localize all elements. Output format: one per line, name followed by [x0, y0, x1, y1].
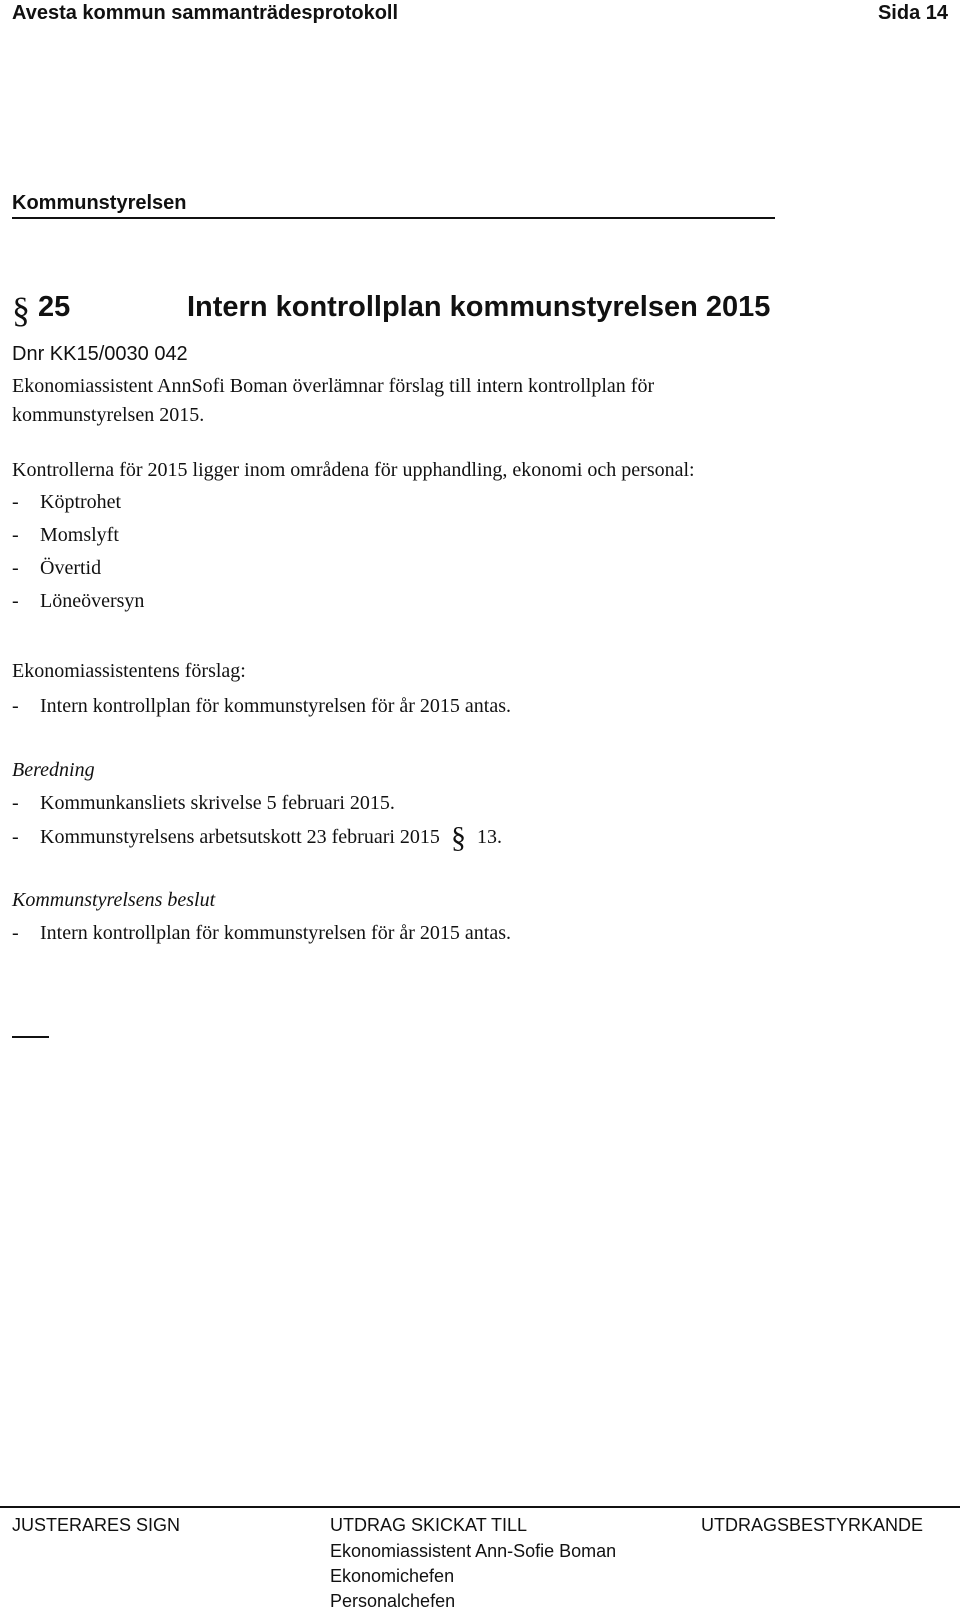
preparation-item	[12, 821, 502, 854]
areas-intro: Kontrollerna för 2015 ligger inom områdena för upphandling, ekonomi och personal:	[12, 459, 695, 481]
list-item-text: Köptrohet	[40, 491, 122, 513]
list-dash: -	[12, 695, 19, 717]
intro-line-2: kommunstyrelsen 2015.	[12, 404, 205, 426]
document-header-title: Avesta kommun sammanträdesprotokoll	[12, 2, 399, 24]
list-dash: -	[12, 524, 19, 546]
list-item	[12, 523, 119, 547]
list-dash: -	[12, 826, 19, 848]
list-dash: -	[12, 491, 19, 513]
decision-item	[12, 921, 511, 945]
section-sign-icon: §	[12, 290, 30, 330]
list-item-text: Momslyft	[40, 524, 119, 546]
proposal-heading: Ekonomiassistentens förslag:	[12, 660, 246, 682]
list-item	[12, 589, 144, 613]
decision-heading: Kommunstyrelsens beslut	[12, 889, 216, 911]
section-sign-icon: §	[450, 821, 466, 854]
diary-number: Dnr KK15/0030 042	[12, 343, 188, 365]
intro-line-1: Ekonomiassistent AnnSofi Boman överlämnar förslag till intern kontrollplan för	[12, 375, 655, 397]
footer-recipient: Ekonomichefen	[330, 1566, 455, 1586]
decision-item-text: Intern kontrollplan för kommunstyrelsen för år 2015 antas.	[40, 922, 511, 944]
footer-justerares-sign: JUSTERARES SIGN	[12, 1515, 181, 1535]
preparation-item-text: Kommunkansliets skrivelse 5 februari 2015.	[40, 792, 395, 814]
page-number: Sida 14	[877, 2, 948, 24]
list-dash: -	[12, 922, 19, 944]
paragraph-number: 25	[38, 291, 71, 323]
list-dash: -	[12, 792, 19, 814]
footer-recipient: Personalchefen	[330, 1591, 456, 1611]
preparation-item-text: Kommunstyrelsens arbetsutskott 23 februari 2015	[40, 826, 440, 848]
footer-divider	[0, 1506, 960, 1508]
section-divider	[12, 217, 775, 219]
footer-utdrag-skickat: UTDRAG SKICKAT TILL	[330, 1515, 528, 1535]
footer-utdragsbestyrkande: UTDRAGSBESTYRKANDE	[701, 1515, 924, 1535]
section-title: Kommunstyrelsen	[12, 192, 187, 214]
list-item	[12, 490, 121, 514]
preparation-item-text: 13.	[476, 826, 502, 848]
footer-recipient: Ekonomiassistent Ann-Sofie Boman	[330, 1541, 617, 1561]
end-rule	[12, 1036, 49, 1038]
list-item-text: Löneöversyn	[40, 590, 145, 612]
proposal-item-text: Intern kontrollplan för kommunstyrelsen för år 2015 antas.	[40, 695, 511, 717]
list-dash: -	[12, 590, 19, 612]
list-item-text: Övertid	[40, 557, 102, 579]
list-item	[12, 556, 101, 580]
preparation-heading: Beredning	[12, 759, 95, 781]
paragraph-title: Intern kontrollplan kommunstyrelsen 2015	[187, 291, 771, 323]
proposal-item	[12, 694, 511, 718]
list-dash: -	[12, 557, 19, 579]
preparation-item	[12, 791, 395, 815]
